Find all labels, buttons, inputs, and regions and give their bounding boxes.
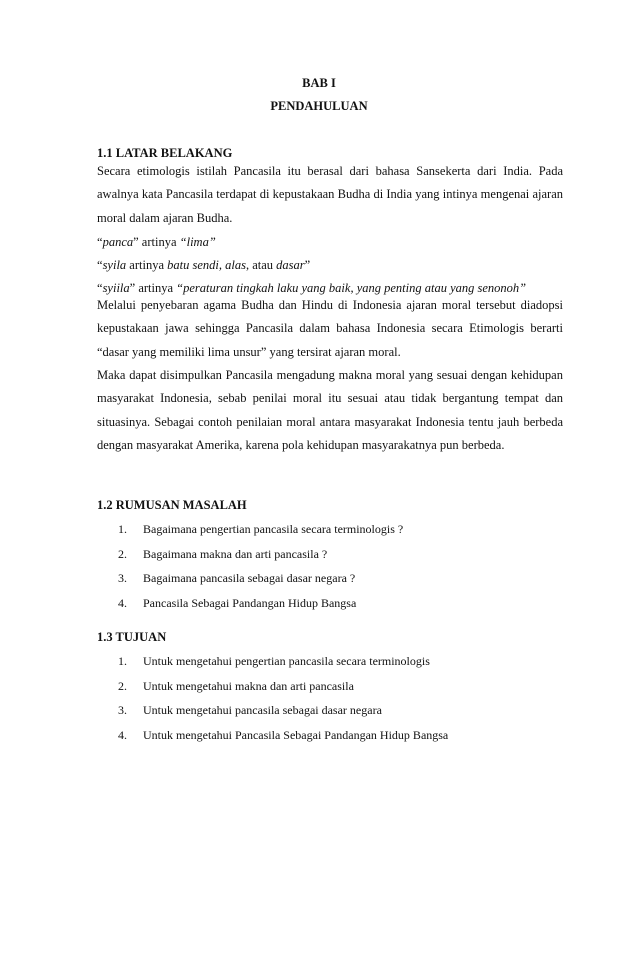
def-close-quote: ”	[304, 258, 311, 272]
def-meaning-2: dasar	[276, 258, 305, 272]
chapter-number: BAB I	[302, 76, 336, 90]
list-number: 4.	[118, 595, 127, 610]
def-term: panca	[102, 235, 134, 249]
paragraph-etymology: Secara etimologis istilah Pancasila itu berasal dari bahasa Sansekerta dari India. Pada awalnya kata Pancasila terdapat di kepustakaan Budha di India yang intinya mengenai ajaran moral dalam ajaran Budha.	[97, 164, 563, 225]
def-connector: artinya	[126, 258, 168, 272]
section-1-heading: 1.1 LATAR BELAKANG	[97, 146, 233, 160]
def-meaning: batu sendi, alas	[167, 258, 246, 272]
def-term: syiila	[102, 281, 130, 295]
list-number: 2.	[118, 546, 127, 561]
section-3-heading: 1.3 TUJUAN	[97, 630, 167, 644]
list-number: 3.	[118, 571, 127, 585]
list-item	[118, 591, 403, 616]
list-number: 3.	[118, 703, 127, 717]
list-item	[118, 566, 403, 591]
chapter-title: PENDAHULUAN	[270, 99, 368, 113]
section-2-heading: 1.2 RUMUSAN MASALAH	[97, 498, 247, 512]
list-item	[118, 698, 448, 723]
list-text: Untuk mengetahui pancasila sebagai dasar negara	[143, 703, 382, 717]
list-text: Pancasila Sebagai Pandangan Hidup Bangsa	[143, 595, 357, 610]
list-text: Untuk mengetahui pengertian pancasila secara terminologis	[143, 654, 430, 668]
list-item	[118, 542, 403, 567]
list-number: 2.	[118, 678, 127, 693]
list-item	[118, 517, 403, 542]
list-item	[118, 649, 448, 674]
definition-panca	[97, 235, 216, 250]
problem-list	[118, 517, 403, 615]
def-open-quote: “	[97, 281, 103, 295]
list-text: Bagaimana pancasila sebagai dasar negara ?	[143, 571, 356, 585]
def-connector: ” artinya	[129, 281, 177, 295]
definition-syila	[97, 258, 310, 273]
list-item	[118, 674, 448, 699]
def-term: syila	[102, 258, 127, 272]
list-number: 1.	[118, 654, 127, 668]
def-separator: , atau	[245, 258, 277, 272]
list-number: 1.	[118, 522, 127, 536]
list-number: 4.	[118, 727, 127, 742]
def-open-quote: “	[97, 235, 103, 249]
def-meaning: “peraturan tingkah laku yang baik, yang penting atau yang senonoh”	[176, 281, 527, 295]
paragraph-adoption: Melalui penyebaran agama Budha dan Hindu di Indonesia ajaran moral tersebut diadopsi kepustakaan jawa sehingga Pancasila dalam bahasa Indonesia secara Etimologis berarti “dasar yang memiliki lima unsur” yang tersirat ajaran moral.	[97, 298, 563, 359]
objective-list	[118, 649, 448, 747]
list-text: Untuk mengetahui Pancasila Sebagai Pandangan Hidup Bangsa	[143, 727, 449, 742]
paragraph-conclusion: Maka dapat disimpulkan Pancasila mengadung makna moral yang sesuai dengan kehidupan masyarakat Indonesia, sebab penilai moral itu sesuai atau tidak bergantung tempat dan situasinya. Sebagai contoh penilaian moral antara masyarakat Indonesia tentu jauh berbeda dengan masyarakat Amerika, karena pola kehidupan masyarakatnya pun berbeda.	[97, 368, 563, 452]
def-open-quote: “	[97, 258, 103, 272]
def-connector: ” artinya	[133, 235, 180, 249]
def-meaning: “lima”	[179, 235, 216, 249]
list-item	[118, 723, 448, 748]
list-text: Bagaimana makna dan arti pancasila ?	[143, 546, 328, 561]
list-text: Untuk mengetahui makna dan arti pancasila	[143, 678, 354, 693]
list-text: Bagaimana pengertian pancasila secara terminologis ?	[143, 522, 404, 536]
